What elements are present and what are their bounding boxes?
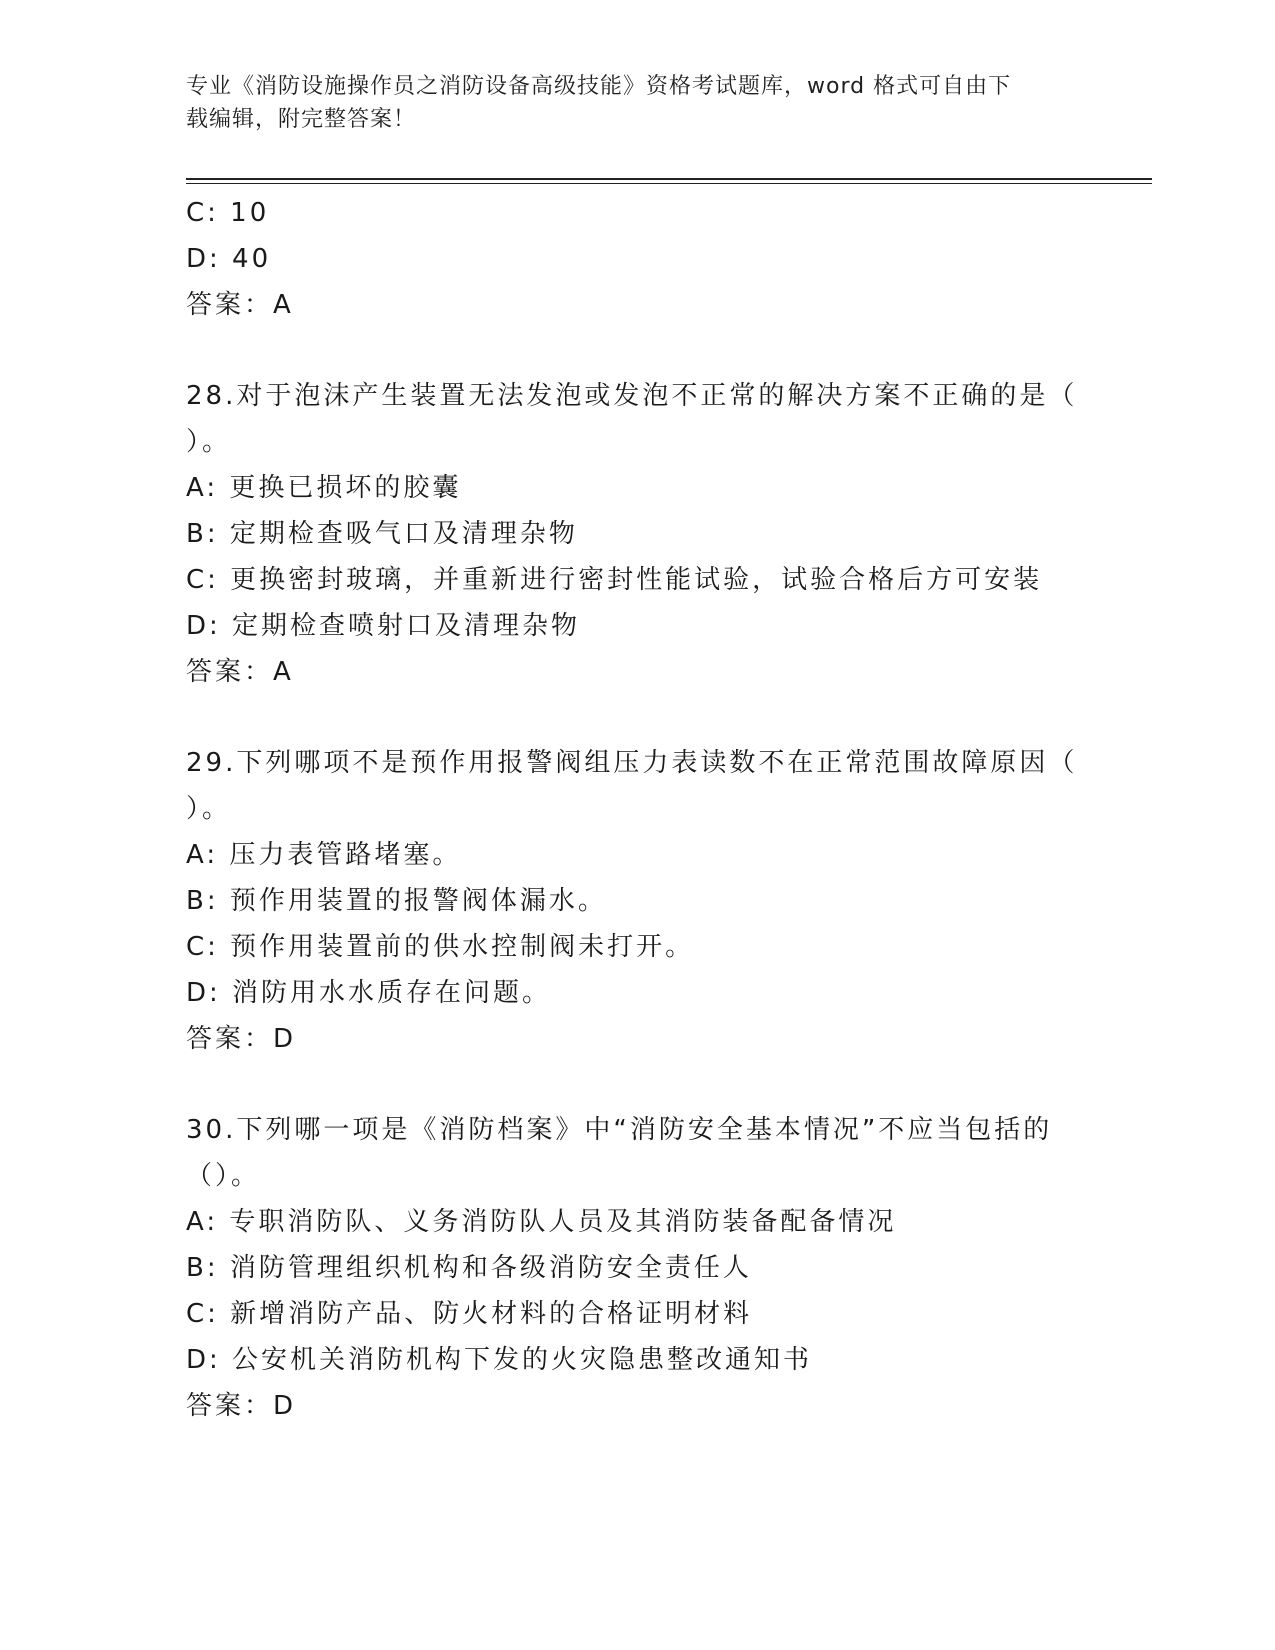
option-b: B: 预作用装置的报警阀体漏水。 <box>186 886 607 916</box>
question-stem: 30.下列哪一项是《消防档案》中“消防安全基本情况”不应当包括的 <box>186 1115 1053 1145</box>
question-28 <box>186 373 1086 695</box>
question-stem: 29.下列哪项不是预作用报警阀组压力表读数不在正常范围故障原因（ <box>186 748 1078 778</box>
question-stem: 28.对于泡沫产生装置无法发泡或发泡不正常的解决方案不正确的是（ <box>186 381 1078 411</box>
option-c: C: 10 <box>186 198 270 228</box>
option-d: D: 定期检查喷射口及清理杂物 <box>186 611 581 641</box>
option-a: A: 压力表管路堵塞。 <box>186 840 462 870</box>
question-content <box>186 190 1086 1429</box>
question-stem-cont: ）。 <box>186 427 232 457</box>
option-d: D: 公安机关消防机构下发的火灾隐患整改通知书 <box>186 1345 813 1375</box>
answer: 答案：A <box>186 290 294 320</box>
question-30 <box>186 1107 1086 1429</box>
option-a: A: 更换已损坏的胶囊 <box>186 473 462 503</box>
header-divider-thin <box>186 183 1152 184</box>
option-d: D: 40 <box>186 244 272 274</box>
header-divider-thick <box>186 178 1152 180</box>
header-line-1: 专业《消防设施操作员之消防设备高级技能》资格考试题库，word 格式可自由下 <box>186 74 1012 99</box>
spacer <box>186 695 1086 740</box>
page-header <box>186 70 1086 136</box>
header-line-2: 载编辑，附完整答案！ <box>186 107 417 132</box>
option-d: D: 消防用水水质存在问题。 <box>186 978 552 1008</box>
answer: 答案：D <box>186 1391 297 1421</box>
question-continued <box>186 190 1086 328</box>
option-c: C: 新增消防产品、防火材料的合格证明材料 <box>186 1299 753 1329</box>
option-b: B: 定期检查吸气口及清理杂物 <box>186 519 578 549</box>
answer: 答案：D <box>186 1024 297 1054</box>
spacer <box>186 328 1086 373</box>
answer: 答案：A <box>186 657 294 687</box>
option-b: B: 消防管理组织机构和各级消防安全责任人 <box>186 1253 752 1283</box>
option-c: C: 预作用装置前的供水控制阀未打开。 <box>186 932 695 962</box>
option-c: C: 更换密封玻璃，并重新进行密封性能试验，试验合格后方可安装 <box>186 565 1043 595</box>
question-stem-cont: （）。 <box>186 1161 261 1191</box>
question-29 <box>186 740 1086 1062</box>
spacer <box>186 1062 1086 1107</box>
question-stem-cont: ）。 <box>186 794 232 824</box>
option-a: A: 专职消防队、义务消防队人员及其消防装备配备情况 <box>186 1207 897 1237</box>
